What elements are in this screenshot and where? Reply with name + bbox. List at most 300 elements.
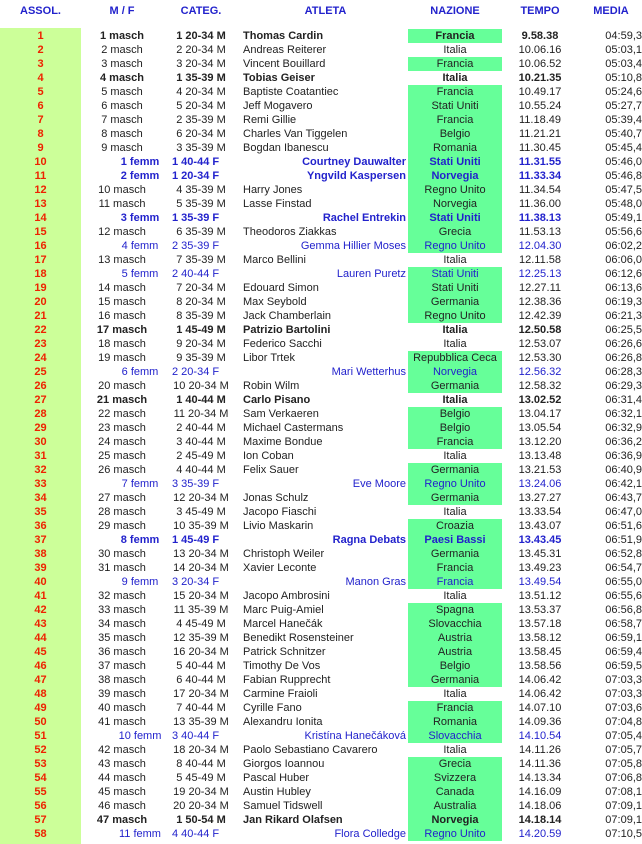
athlete-name-cell: Theodoros Ziakkas <box>243 226 337 238</box>
table-row <box>0 813 642 827</box>
time-cell: 12.42.39 <box>518 310 562 322</box>
time-cell: 14.11.26 <box>518 744 561 756</box>
athlete-name-cell: Pascal Huber <box>243 772 310 784</box>
athlete-name-cell: Jacopo Ambrosini <box>243 590 330 602</box>
nation-cell: Regno Unito <box>408 309 502 323</box>
pace-cell: 06:32,9 <box>605 422 642 434</box>
position-cell: 29 <box>34 422 47 434</box>
time-cell: 13.53.37 <box>518 604 562 616</box>
position-cell: 55 <box>34 786 47 798</box>
position-cell: 30 <box>34 436 47 448</box>
pace-cell: 05:24,6 <box>605 86 642 98</box>
nation-cell: Germania <box>408 547 502 561</box>
pace-cell: 06:43,7 <box>605 492 642 504</box>
time-cell: 10.21.35 <box>518 72 562 84</box>
nation-cell: Norvegia <box>408 169 502 183</box>
time-cell: 13.24.06 <box>518 478 562 490</box>
table-row <box>0 99 642 113</box>
table-row <box>0 351 642 365</box>
athlete-name-cell: Eve Moore <box>352 478 406 490</box>
category-cell: 1 40-44 F <box>172 156 220 168</box>
table-row <box>0 393 642 407</box>
gender-rank-cell: 26 masch <box>98 464 146 476</box>
position-cell: 51 <box>34 730 47 742</box>
gender-rank-cell: 1 femm <box>120 156 160 168</box>
nation-cell: Italia <box>443 254 467 266</box>
category-cell: 17 20-34 M <box>173 688 229 700</box>
gender-rank-cell: 8 masch <box>101 128 143 140</box>
time-cell: 13.51.12 <box>518 590 562 602</box>
pace-cell: 06:59,5 <box>605 660 642 672</box>
table-row <box>0 771 642 785</box>
table-row <box>0 155 642 169</box>
header-mf: M / F <box>109 5 135 17</box>
nation-cell: Francia <box>408 561 502 575</box>
time-cell: 13.43.07 <box>518 520 562 532</box>
gender-rank-cell: 35 masch <box>98 632 146 644</box>
time-cell: 13.04.17 <box>518 408 562 420</box>
nation-cell: Italia <box>442 394 468 406</box>
table-row <box>0 631 642 645</box>
table-row <box>0 57 642 71</box>
athlete-name-cell: Patrick Schnitzer <box>243 646 326 658</box>
category-cell: 7 35-39 M <box>176 254 226 266</box>
pace-cell: 06:13,6 <box>605 282 642 294</box>
gender-rank-cell: 20 masch <box>98 380 146 392</box>
gender-rank-cell: 11 masch <box>98 198 146 210</box>
position-cell: 36 <box>34 520 47 532</box>
table-row <box>0 43 642 57</box>
time-cell: 10.06.52 <box>518 58 562 70</box>
position-cell: 33 <box>34 478 47 490</box>
category-cell: 3 35-39 F <box>172 478 220 490</box>
gender-rank-cell: 12 masch <box>98 226 146 238</box>
gender-rank-cell: 31 masch <box>98 562 146 574</box>
table-row <box>0 197 642 211</box>
gender-rank-cell: 17 masch <box>96 324 148 336</box>
nation-cell: Italia <box>443 450 467 462</box>
nation-cell: Italia <box>442 72 468 84</box>
time-cell: 12.58.32 <box>518 380 562 392</box>
position-cell: 53 <box>34 758 47 770</box>
category-cell: 1 40-44 M <box>176 394 226 406</box>
position-cell: 57 <box>34 814 47 826</box>
gender-rank-cell: 24 masch <box>98 436 146 448</box>
position-cell: 4 <box>37 72 44 84</box>
pace-cell: 06:47,0 <box>605 506 642 518</box>
pace-cell: 05:27,7 <box>605 100 642 112</box>
athlete-name-cell: Bogdan Ibanescu <box>243 142 329 154</box>
time-cell: 12.25.13 <box>518 268 562 280</box>
position-cell: 34 <box>34 492 47 504</box>
time-cell: 10.55.24 <box>518 100 562 112</box>
category-cell: 15 20-34 M <box>173 590 229 602</box>
time-cell: 14.18.06 <box>518 800 562 812</box>
athlete-name-cell: Christoph Weiler <box>243 548 325 560</box>
position-cell: 8 <box>37 128 44 140</box>
time-cell: 11.53.13 <box>518 226 561 238</box>
athlete-name-cell: Remi Gillie <box>243 114 297 126</box>
position-cell: 5 <box>37 86 44 98</box>
table-row <box>0 617 642 631</box>
athlete-name-cell: Libor Trtek <box>243 352 295 364</box>
nation-cell: Australia <box>408 799 502 813</box>
athlete-name-cell: Baptiste Coatantiec <box>243 86 339 98</box>
pace-cell: 07:03,6 <box>605 702 642 714</box>
pace-cell: 06:31,4 <box>605 394 642 406</box>
nation-cell: Grecia <box>408 225 502 239</box>
nation-cell: Austria <box>408 645 502 659</box>
athlete-name-cell: Timothy De Vos <box>243 660 321 672</box>
position-cell: 40 <box>34 576 47 588</box>
pace-cell: 06:51,9 <box>605 534 642 546</box>
pace-cell: 06:58,7 <box>605 618 642 630</box>
table-row <box>0 183 642 197</box>
gender-rank-cell: 32 masch <box>98 590 146 602</box>
category-cell: 5 35-39 M <box>176 198 226 210</box>
nation-cell: Francia <box>408 701 502 715</box>
category-cell: 2 35-39 F <box>172 240 220 252</box>
nation-cell: Stati Uniti <box>408 281 502 295</box>
athlete-name-cell: Kristína Hanečáková <box>304 730 406 742</box>
pace-cell: 04:59,3 <box>605 30 642 42</box>
category-cell: 3 20-34 M <box>176 58 226 70</box>
nation-cell: Francia <box>408 85 502 99</box>
nation-cell: Stati Uniti <box>408 267 502 281</box>
gender-rank-cell: 2 masch <box>101 44 143 56</box>
athlete-name-cell: Lauren Puretz <box>336 268 406 280</box>
gender-rank-cell: 4 femm <box>121 240 159 252</box>
table-row <box>0 113 642 127</box>
nation-cell: Stati Uniti <box>408 211 502 225</box>
position-cell: 21 <box>34 310 47 322</box>
table-row <box>0 239 642 253</box>
nation-cell: Repubblica Ceca <box>408 351 502 365</box>
category-cell: 1 35-39 F <box>172 212 220 224</box>
category-cell: 4 20-34 M <box>176 86 226 98</box>
athlete-name-cell: Felix Sauer <box>243 464 299 476</box>
category-cell: 4 35-39 M <box>176 184 226 196</box>
position-cell: 24 <box>34 352 47 364</box>
table-row <box>0 785 642 799</box>
time-cell: 9.58.38 <box>521 30 559 42</box>
position-cell: 48 <box>34 688 47 700</box>
time-cell: 13.58.56 <box>518 660 562 672</box>
table-row <box>0 547 642 561</box>
athlete-name-cell: Livio Maskarin <box>243 520 314 532</box>
pace-cell: 07:05,4 <box>605 730 642 742</box>
time-cell: 13.21.53 <box>518 464 562 476</box>
gender-rank-cell: 37 masch <box>98 660 146 672</box>
nation-cell: Italia <box>443 506 467 518</box>
gender-rank-cell: 9 masch <box>101 142 143 154</box>
category-cell: 2 40-44 M <box>176 422 226 434</box>
nation-cell: Svizzera <box>408 771 502 785</box>
position-cell: 56 <box>34 800 47 812</box>
table-row <box>0 673 642 687</box>
athlete-name-cell: Cyrille Fano <box>243 702 302 714</box>
athlete-name-cell: Marcel Hanečák <box>243 618 323 630</box>
nation-cell: Grecia <box>408 757 502 771</box>
athlete-name-cell: Austin Hubley <box>243 786 311 798</box>
category-cell: 14 20-34 M <box>173 562 229 574</box>
table-row <box>0 407 642 421</box>
time-cell: 13.13.48 <box>518 450 562 462</box>
pace-cell: 06:29,3 <box>605 380 642 392</box>
time-cell: 11.31.55 <box>518 156 562 168</box>
position-cell: 52 <box>34 744 47 756</box>
time-cell: 14.07.10 <box>518 702 562 714</box>
pace-cell: 07:10,5 <box>605 828 642 840</box>
time-cell: 13.49.23 <box>518 562 562 574</box>
category-cell: 8 40-44 M <box>176 758 226 770</box>
pace-cell: 05:46,8 <box>605 170 642 182</box>
nation-cell: Slovacchia <box>408 617 502 631</box>
position-cell: 32 <box>34 464 47 476</box>
time-cell: 13.58.12 <box>518 632 562 644</box>
category-cell: 3 20-34 F <box>172 576 220 588</box>
table-row <box>0 589 642 603</box>
athlete-name-cell: Courtney Dauwalter <box>302 156 406 168</box>
position-cell: 42 <box>34 604 47 616</box>
gender-rank-cell: 5 masch <box>101 86 143 98</box>
table-row <box>0 603 642 617</box>
athlete-name-cell: Andreas Reiterer <box>243 44 327 56</box>
gender-rank-cell: 43 masch <box>98 758 146 770</box>
gender-rank-cell: 38 masch <box>98 674 146 686</box>
athlete-name-cell: Benedikt Rosensteiner <box>243 632 354 644</box>
gender-rank-cell: 4 masch <box>99 72 145 84</box>
athlete-name-cell: Jeff Mogavero <box>243 100 313 112</box>
athlete-name-cell: Lasse Finstad <box>243 198 312 210</box>
athlete-name-cell: Tobias Geiser <box>243 72 315 84</box>
position-cell: 11 <box>34 170 47 182</box>
athlete-name-cell: Mari Wetterhus <box>331 366 406 378</box>
pace-cell: 06:59,1 <box>605 632 642 644</box>
pace-cell: 06:36,9 <box>605 450 642 462</box>
pace-cell: 06:40,9 <box>605 464 642 476</box>
time-cell: 14.20.59 <box>518 828 562 840</box>
pace-cell: 06:21,3 <box>605 310 642 322</box>
category-cell: 18 20-34 M <box>173 744 229 756</box>
category-cell: 3 40-44 M <box>176 436 226 448</box>
gender-rank-cell: 45 masch <box>98 786 146 798</box>
athlete-name-cell: Maxime Bondue <box>243 436 323 448</box>
category-cell: 1 20-34 M <box>176 30 226 42</box>
category-cell: 2 20-34 F <box>172 366 220 378</box>
position-cell: 39 <box>34 562 47 574</box>
pace-cell: 07:03,3 <box>605 674 642 686</box>
pace-cell: 05:03,4 <box>605 58 642 70</box>
position-cell: 3 <box>37 58 44 70</box>
pace-cell: 06:25,5 <box>605 324 642 336</box>
time-cell: 12.56.32 <box>518 366 562 378</box>
time-cell: 12.04.30 <box>518 240 562 252</box>
table-row <box>0 757 642 771</box>
nation-cell: Slovacchia <box>408 729 502 743</box>
category-cell: 1 50-54 M <box>176 814 226 826</box>
nation-cell: Italia <box>443 688 467 700</box>
nation-cell: Italia <box>443 44 467 56</box>
nation-cell: Romania <box>408 715 502 729</box>
table-row <box>0 743 642 757</box>
table-row <box>0 225 642 239</box>
nation-cell: Francia <box>408 57 502 71</box>
nation-cell: Canada <box>408 785 502 799</box>
athlete-name-cell: Patrizio Bartolini <box>243 324 331 336</box>
athlete-name-cell: Charles Van Tiggelen <box>243 128 348 140</box>
time-cell: 14.11.36 <box>518 758 561 770</box>
nation-cell: Regno Unito <box>408 183 502 197</box>
pace-cell: 06:28,3 <box>605 366 642 378</box>
pace-cell: 07:08,1 <box>605 786 642 798</box>
category-cell: 19 20-34 M <box>173 786 229 798</box>
gender-rank-cell: 28 masch <box>98 506 146 518</box>
category-cell: 2 35-39 M <box>176 114 226 126</box>
time-cell: 11.38.13 <box>518 212 562 224</box>
pace-cell: 06:59,4 <box>605 646 642 658</box>
category-cell: 1 35-39 M <box>176 72 226 84</box>
athlete-name-cell: Yngvild Kaspersen <box>306 170 406 182</box>
nation-cell: Francia <box>408 575 502 589</box>
athlete-name-cell: Manon Gras <box>345 576 406 588</box>
position-cell: 16 <box>34 240 47 252</box>
position-cell: 45 <box>34 646 47 658</box>
nation-cell: Regno Unito <box>408 827 502 841</box>
gender-rank-cell: 5 femm <box>121 268 159 280</box>
nation-cell: Paesi Bassi <box>408 533 502 547</box>
athlete-name-cell: Jacopo Fiaschi <box>243 506 317 518</box>
position-cell: 25 <box>34 366 47 378</box>
table-row <box>0 519 642 533</box>
table-row <box>0 533 642 547</box>
table-row <box>0 295 642 309</box>
header-atleta: ATLETA <box>304 5 347 17</box>
position-cell: 19 <box>34 282 47 294</box>
nation-cell: Germania <box>408 463 502 477</box>
category-cell: 20 20-34 M <box>173 800 229 812</box>
gender-rank-cell: 1 masch <box>99 30 145 42</box>
nation-cell: Regno Unito <box>408 239 502 253</box>
athlete-name-cell: Ion Coban <box>243 450 294 462</box>
athlete-name-cell: Sam Verkaeren <box>243 408 319 420</box>
athlete-name-cell: Edouard Simon <box>243 282 319 294</box>
athlete-name-cell: Jan Rikard Olafsen <box>243 814 343 826</box>
nation-cell: Belgio <box>408 127 502 141</box>
pace-cell: 07:09,1 <box>605 800 642 812</box>
category-cell: 6 20-34 M <box>176 128 226 140</box>
nation-cell: Croazia <box>408 519 502 533</box>
athlete-name-cell: Paolo Sebastiano Cavarero <box>243 744 378 756</box>
nation-cell: Regno Unito <box>408 477 502 491</box>
time-cell: 12.53.07 <box>518 338 562 350</box>
nation-cell: Italia <box>443 744 467 756</box>
position-cell: 17 <box>34 254 47 266</box>
position-cell: 58 <box>34 828 47 840</box>
table-row <box>0 253 642 267</box>
gender-rank-cell: 11 femm <box>119 828 161 840</box>
pace-cell: 06:02,2 <box>605 240 642 252</box>
table-row <box>0 267 642 281</box>
table-row <box>0 85 642 99</box>
pace-cell: 06:42,1 <box>605 478 642 490</box>
category-cell: 5 40-44 M <box>176 660 226 672</box>
category-cell: 6 40-44 M <box>176 674 226 686</box>
position-cell: 15 <box>34 226 47 238</box>
table-row <box>0 29 642 43</box>
pace-cell: 05:46,0 <box>605 156 642 168</box>
athlete-name-cell: Max Seybold <box>243 296 307 308</box>
time-cell: 11.18.49 <box>518 114 561 126</box>
gender-rank-cell: 7 masch <box>101 114 143 126</box>
table-row <box>0 729 642 743</box>
time-cell: 13.05.54 <box>518 422 562 434</box>
pace-cell: 05:10,8 <box>605 72 642 84</box>
position-cell: 41 <box>34 590 47 602</box>
gender-rank-cell: 41 masch <box>98 716 146 728</box>
athlete-name-cell: Jonas Schulz <box>243 492 309 504</box>
pace-cell: 05:47,5 <box>605 184 642 196</box>
position-cell: 43 <box>34 618 47 630</box>
category-cell: 8 35-39 M <box>176 310 226 322</box>
table-row <box>0 421 642 435</box>
category-cell: 10 35-39 M <box>173 520 229 532</box>
position-cell: 47 <box>34 674 47 686</box>
nation-cell: Francia <box>408 435 502 449</box>
position-cell: 6 <box>37 100 44 112</box>
category-cell: 12 20-34 M <box>173 492 229 504</box>
time-cell: 14.13.34 <box>518 772 562 784</box>
header-assol: ASSOL. <box>20 5 61 17</box>
position-cell: 50 <box>34 716 47 728</box>
athlete-name-cell: Fabian Rupprecht <box>243 674 331 686</box>
pace-cell: 07:04,8 <box>605 716 642 728</box>
header-tempo: TEMPO <box>520 5 560 17</box>
pace-cell: 07:09,1 <box>605 814 642 826</box>
time-cell: 14.06.42 <box>518 674 562 686</box>
gender-rank-cell: 33 masch <box>98 604 146 616</box>
category-cell: 3 35-39 M <box>176 142 226 154</box>
nation-cell: Italia <box>442 324 468 336</box>
nation-cell: Italia <box>443 590 467 602</box>
position-cell: 10 <box>34 156 47 168</box>
gender-rank-cell: 40 masch <box>98 702 146 714</box>
category-cell: 2 40-44 F <box>172 268 220 280</box>
nation-cell: Stati Uniti <box>408 99 502 113</box>
pace-cell: 05:56,6 <box>605 226 642 238</box>
time-cell: 11.36.00 <box>518 198 561 210</box>
gender-rank-cell: 3 femm <box>120 212 160 224</box>
gender-rank-cell: 29 masch <box>98 520 146 532</box>
pace-cell: 07:05,8 <box>605 758 642 770</box>
gender-rank-cell: 6 femm <box>121 366 159 378</box>
pace-cell: 07:05,7 <box>605 744 642 756</box>
table-row <box>0 337 642 351</box>
category-cell: 4 45-49 M <box>176 618 226 630</box>
gender-rank-cell: 21 masch <box>96 394 148 406</box>
gender-rank-cell: 2 femm <box>120 170 160 182</box>
gender-rank-cell: 23 masch <box>98 422 146 434</box>
gender-rank-cell: 36 masch <box>98 646 146 658</box>
category-cell: 13 35-39 M <box>173 716 229 728</box>
time-cell: 12.38.36 <box>518 296 562 308</box>
gender-rank-cell: 14 masch <box>98 282 146 294</box>
gender-rank-cell: 19 masch <box>98 352 146 364</box>
position-cell: 54 <box>34 772 47 784</box>
pace-cell: 06:55,6 <box>605 590 642 602</box>
time-cell: 10.06.16 <box>518 44 562 56</box>
pace-cell: 06:26,6 <box>605 338 642 350</box>
